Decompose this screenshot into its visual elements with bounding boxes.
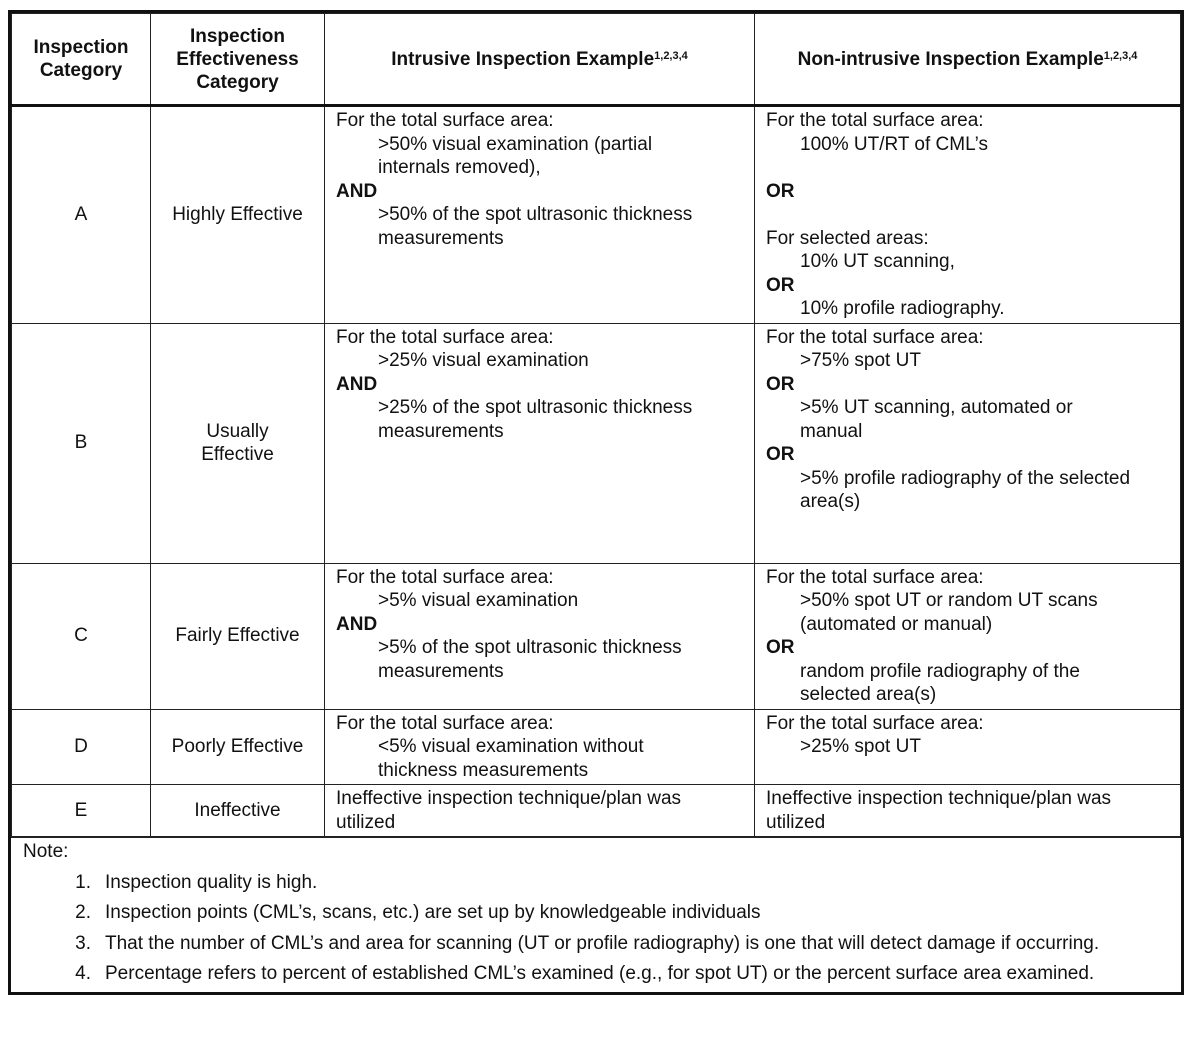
header-label: Inspection Category [33,37,129,81]
example-line: manual [800,420,863,442]
logic-operator: OR [766,444,795,465]
example-line: >5% profile radiography of the selected [800,467,1131,489]
example-line: utilized [336,811,396,833]
example-line: random profile radiography of the [800,660,1080,682]
note-item [23,871,1169,895]
example-line: For the total surface area: [766,712,984,734]
note-item [23,962,1169,986]
table-row [12,323,1181,563]
notes-section [11,837,1181,992]
table-row [12,106,1181,324]
inspection-effectiveness-document [8,10,1184,995]
example-line: 10% profile radiography. [800,298,1005,319]
example-line: Ineffective inspection technique/plan was [336,788,682,809]
note-item [23,932,1169,956]
notes-label: Note: [23,841,69,862]
logic-operator: OR [766,637,795,658]
note-text: Percentage refers to percent of established CML’s examined (e.g., for spot UT) or the percent surface area examined. [105,963,1095,984]
effectiveness-category-cell [151,106,325,324]
table-row [12,563,1181,709]
example-line: 10% UT scanning, [800,251,955,272]
inspection-effectiveness-table [11,13,1181,837]
non-intrusive-example-cell [755,106,1181,324]
inspection-category-cell: C [12,563,151,709]
table-header-row [12,14,1181,106]
non-intrusive-example-cell [755,709,1181,785]
intrusive-example-cell [325,785,755,837]
non-intrusive-example-cell [755,323,1181,563]
example-line: For the total surface area: [766,326,984,348]
example-line: area(s) [800,491,861,512]
example-line: measurements [378,660,504,682]
logic-operator: OR [766,274,795,296]
example-line: >5% UT scanning, automated or [800,397,1073,418]
example-line: >50% of the spot ultrasonic thickness [378,204,693,225]
example-line: >25% spot UT [800,736,921,757]
note-number: 4. [75,963,91,984]
inspection-category-cell: E [12,785,151,837]
example-line: For the total surface area: [766,566,984,588]
effectiveness-label: Highly Effective [172,204,303,225]
logic-operator: AND [336,180,378,202]
footnote-ref: 1,2,3,4 [1103,49,1138,62]
logic-operator: OR [766,180,795,202]
example-line: For the total surface area: [336,326,554,348]
example-line [766,156,1174,180]
example-line: selected area(s) [800,684,937,705]
note-text: Inspection points (CML’s, scans, etc.) are set up by knowledgeable individuals [105,902,761,923]
note-number: 1. [75,871,91,893]
effectiveness-category-cell [151,785,325,837]
example-line: For the total surface area: [336,110,554,131]
example-line: For selected areas: [766,227,929,249]
header-inspection-category [12,14,151,106]
table-row [12,785,1181,837]
inspection-category-cell: D [12,709,151,785]
note-text: That the number of CML’s and area for scanning (UT or profile radiography) is one that will detect damage if occurring. [105,932,1100,954]
example-line: For the total surface area: [766,110,984,131]
example-line: utilized [766,811,826,833]
header-non-intrusive-example [755,14,1181,106]
header-intrusive-example [325,14,755,106]
footnote-ref: 1,2,3,4 [654,49,688,62]
logic-operator: AND [336,373,378,395]
note-text: Inspection quality is high. [105,871,318,893]
example-line: >50% visual examination (partial [378,133,653,155]
example-line: >5% visual examination [378,590,579,611]
non-intrusive-example-cell [755,563,1181,709]
effectiveness-label: Poorly Effective [171,736,304,757]
note-number: 2. [75,902,91,923]
example-line: internals removed), [378,157,541,178]
non-intrusive-example-cell [755,785,1181,837]
header-label: Inspection Effectiveness Category [176,25,299,93]
example-line: >75% spot UT [800,350,921,371]
logic-operator: OR [766,373,795,395]
inspection-category-cell: A [12,106,151,324]
intrusive-example-cell [325,563,755,709]
example-line: >50% spot UT or random UT scans [800,590,1098,611]
header-label: Intrusive Inspection Example [391,48,655,70]
example-line: For the total surface area: [336,712,554,734]
effectiveness-category-cell [151,709,325,785]
example-line: >25% of the spot ultrasonic thickness [378,397,693,418]
example-line: <5% visual examination without [378,736,644,757]
header-label: Non-intrusive Inspection Example [797,48,1104,70]
notes-list [23,871,1169,986]
example-line: Ineffective inspection technique/plan was [766,788,1112,809]
effectiveness-label: Fairly Effective [175,625,300,647]
example-line [766,203,1174,227]
effectiveness-label: Ineffective [194,799,281,821]
intrusive-example-cell [325,106,755,324]
note-item [23,901,1169,925]
table-row [12,709,1181,785]
intrusive-example-cell [325,323,755,563]
effectiveness-category-cell [151,563,325,709]
example-line: 100% UT/RT of CML’s [800,133,988,155]
effectiveness-category-cell [151,323,325,563]
example-line: >25% visual examination [378,350,589,371]
intrusive-example-cell [325,709,755,785]
note-number: 3. [75,932,91,954]
example-line: measurements [378,227,504,249]
inspection-category-cell: B [12,323,151,563]
example-line: measurements [378,420,504,442]
example-line: >5% of the spot ultrasonic thickness [378,637,682,658]
logic-operator: AND [336,613,378,635]
example-line: For the total surface area: [336,566,554,588]
example-line: (automated or manual) [800,613,993,635]
effectiveness-label: Usually Effective [201,420,274,465]
header-effectiveness-category [151,14,325,106]
example-line: thickness measurements [378,759,589,781]
